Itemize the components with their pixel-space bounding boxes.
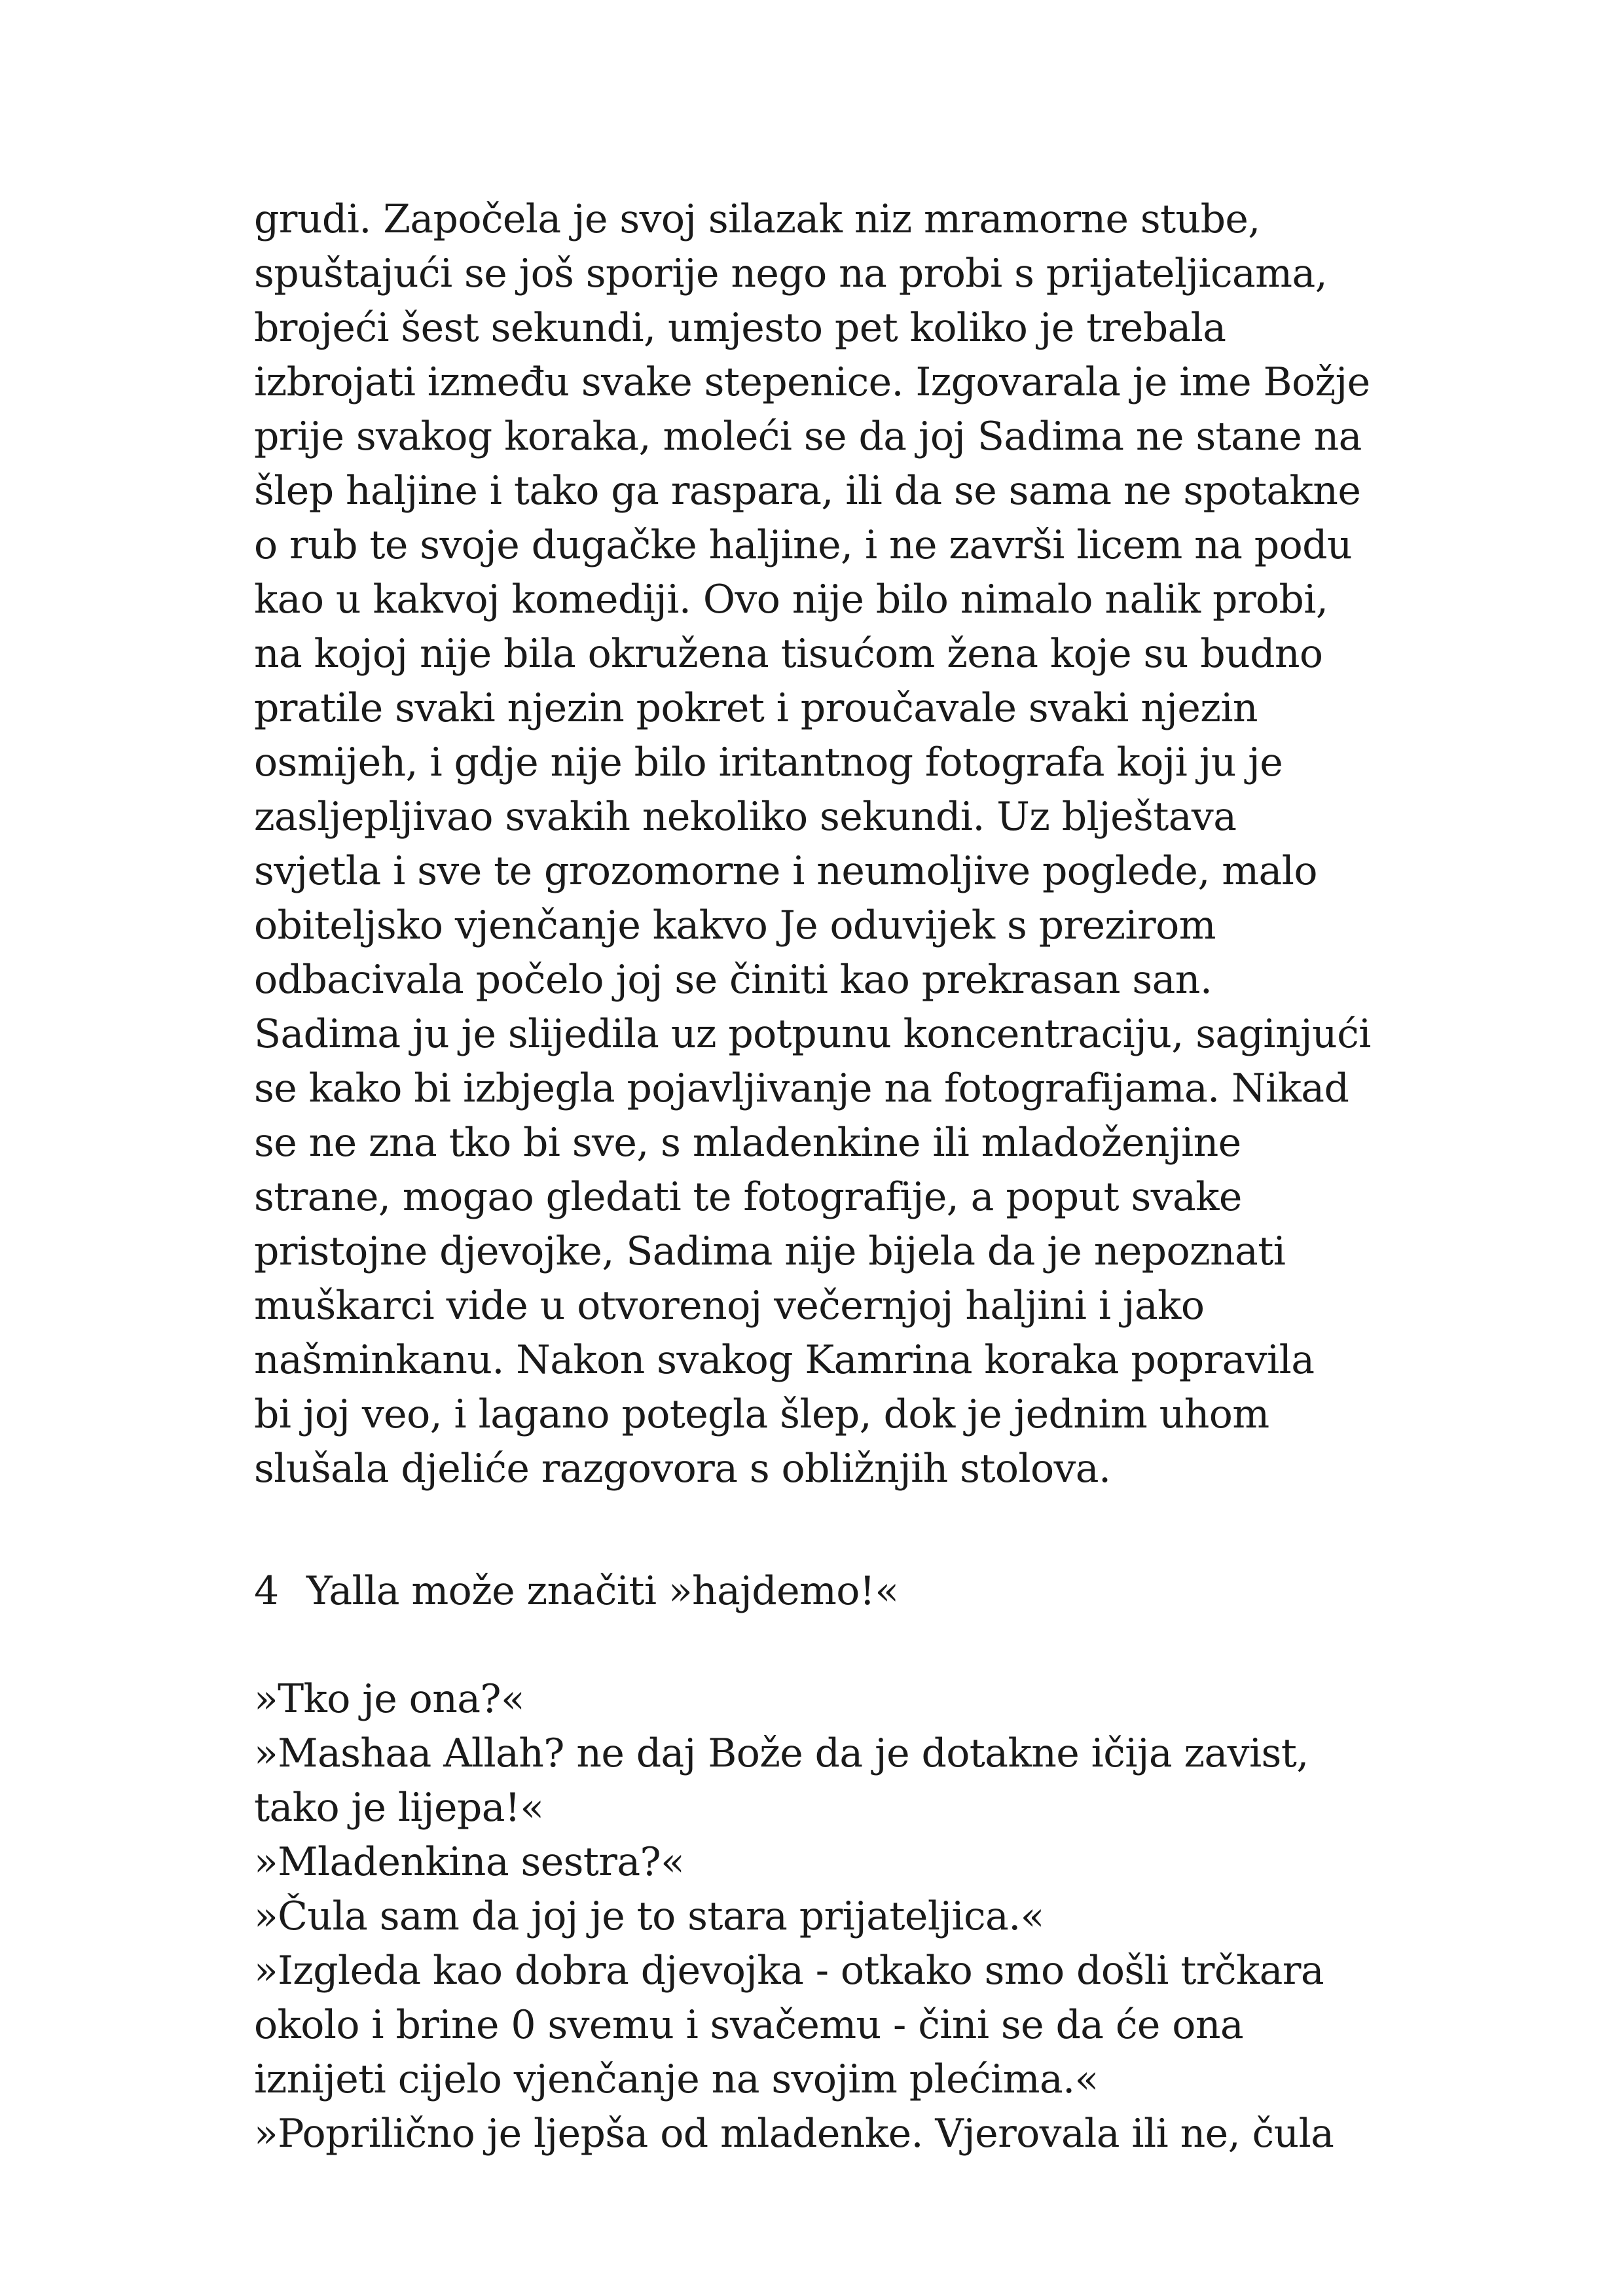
dialogue-line: okolo i brine 0 svemu i svačemu - čini se da će ona [254, 2002, 1244, 2048]
section-heading-line [254, 1564, 1432, 1619]
paragraph-line: našminkanu. Nakon svakog Kamrina koraka popravila [254, 1337, 1315, 1383]
paragraph-line: se ne zna tko bi sve, s mladenkine ili mladoženjine [254, 1120, 1241, 1166]
dialogue-line: tako je lijepa!« [254, 1785, 544, 1831]
paragraph-line: osmijeh, i gdje nije bilo iritantnog fotografa koji ju je [254, 740, 1283, 785]
paragraph-line: Sadima ju je slijedila uz potpunu koncentraciju, saginjući [254, 1011, 1371, 1057]
dialogue-line: »Mashaa Allah? ne daj Bože da je dotakne ičija zavist, [254, 1731, 1309, 1776]
paragraph-line: muškarci vide u otvorenoj večernjoj haljini i jako [254, 1283, 1205, 1329]
paragraph-line: slušala djeliće razgovora s obližnjih stolova. [254, 1446, 1111, 1492]
paragraph-line: šlep haljine i tako ga raspara, ili da se sama ne spotakne [254, 468, 1361, 514]
dialogue-line: »Mladenkina sestra?« [254, 1839, 685, 1885]
paragraph-line: se kako bi izbjegla pojavljivanje na fotografijama. Nikad [254, 1066, 1349, 1111]
paragraph-line: pratile svaki njezin pokret i proučavale svaki njezin [254, 685, 1258, 731]
paragraph-line: strane, mogao gledati te fotografije, a poput svake [254, 1174, 1242, 1220]
paragraph-line: zasljepljivao svakih nekoliko sekundi. Uz blještava [254, 794, 1237, 840]
paragraph-line: obiteljsko vjenčanje kakvo Je oduvijek s prezirom [254, 903, 1216, 948]
paragraph-line: izbrojati između svake stepenice. Izgovarala je ime Božje [254, 359, 1370, 405]
paragraph-line: kao u kakvoj komediji. Ovo nije bilo nimalo nalik probi, [254, 577, 1328, 622]
paragraph-line: prije svakog koraka, moleći se da joj Sadima ne stane na [254, 414, 1362, 459]
dialogue-line: »Poprilično je ljepša od mladenke. Vjerovala ili ne, čula [254, 2111, 1334, 2157]
paragraph-line: svjetla i sve te grozomorne i neumoljive poglede, malo [254, 848, 1317, 894]
paragraph-line: o rub te svoje dugačke haljine, i ne završi licem na podu [254, 522, 1352, 568]
dialogue-line: »Tko je ona?« [254, 1676, 525, 1722]
dialogue-block [254, 1672, 1432, 2161]
section-number: 4 [254, 1568, 279, 1614]
paragraph-line: pristojne djevojke, Sadima nije bijela da je nepoznati [254, 1229, 1286, 1274]
paragraph-line: spuštajući se još sporije nego na probi s prijateljicama, [254, 251, 1328, 296]
section-title: Yalla može značiti »hajdemo!« [306, 1568, 899, 1614]
section-heading [254, 1564, 1432, 1619]
dialogue-line: »Izgleda kao dobra djevojka - otkako smo došli trčkara [254, 1948, 1324, 1994]
paragraph-line: grudi. Započela je svoj silazak niz mramorne stube, [254, 196, 1260, 242]
dialogue-line: iznijeti cijelo vjenčanje na svojim plećima.« [254, 2056, 1099, 2102]
dialogue-line: »Čula sam da joj je to stara prijateljica.« [254, 1893, 1044, 1939]
paragraph-line: na kojoj nije bila okružena tisućom žena koje su budno [254, 631, 1323, 677]
paragraph-line: brojeći šest sekundi, umjesto pet koliko je trebala [254, 305, 1226, 351]
paragraph-line: bi joj veo, i lagano potegla šlep, dok je jednim uhom [254, 1391, 1269, 1437]
body-paragraph [254, 192, 1432, 1496]
paragraph-line: odbacivala počelo joj se činiti kao prekrasan san. [254, 957, 1213, 1003]
